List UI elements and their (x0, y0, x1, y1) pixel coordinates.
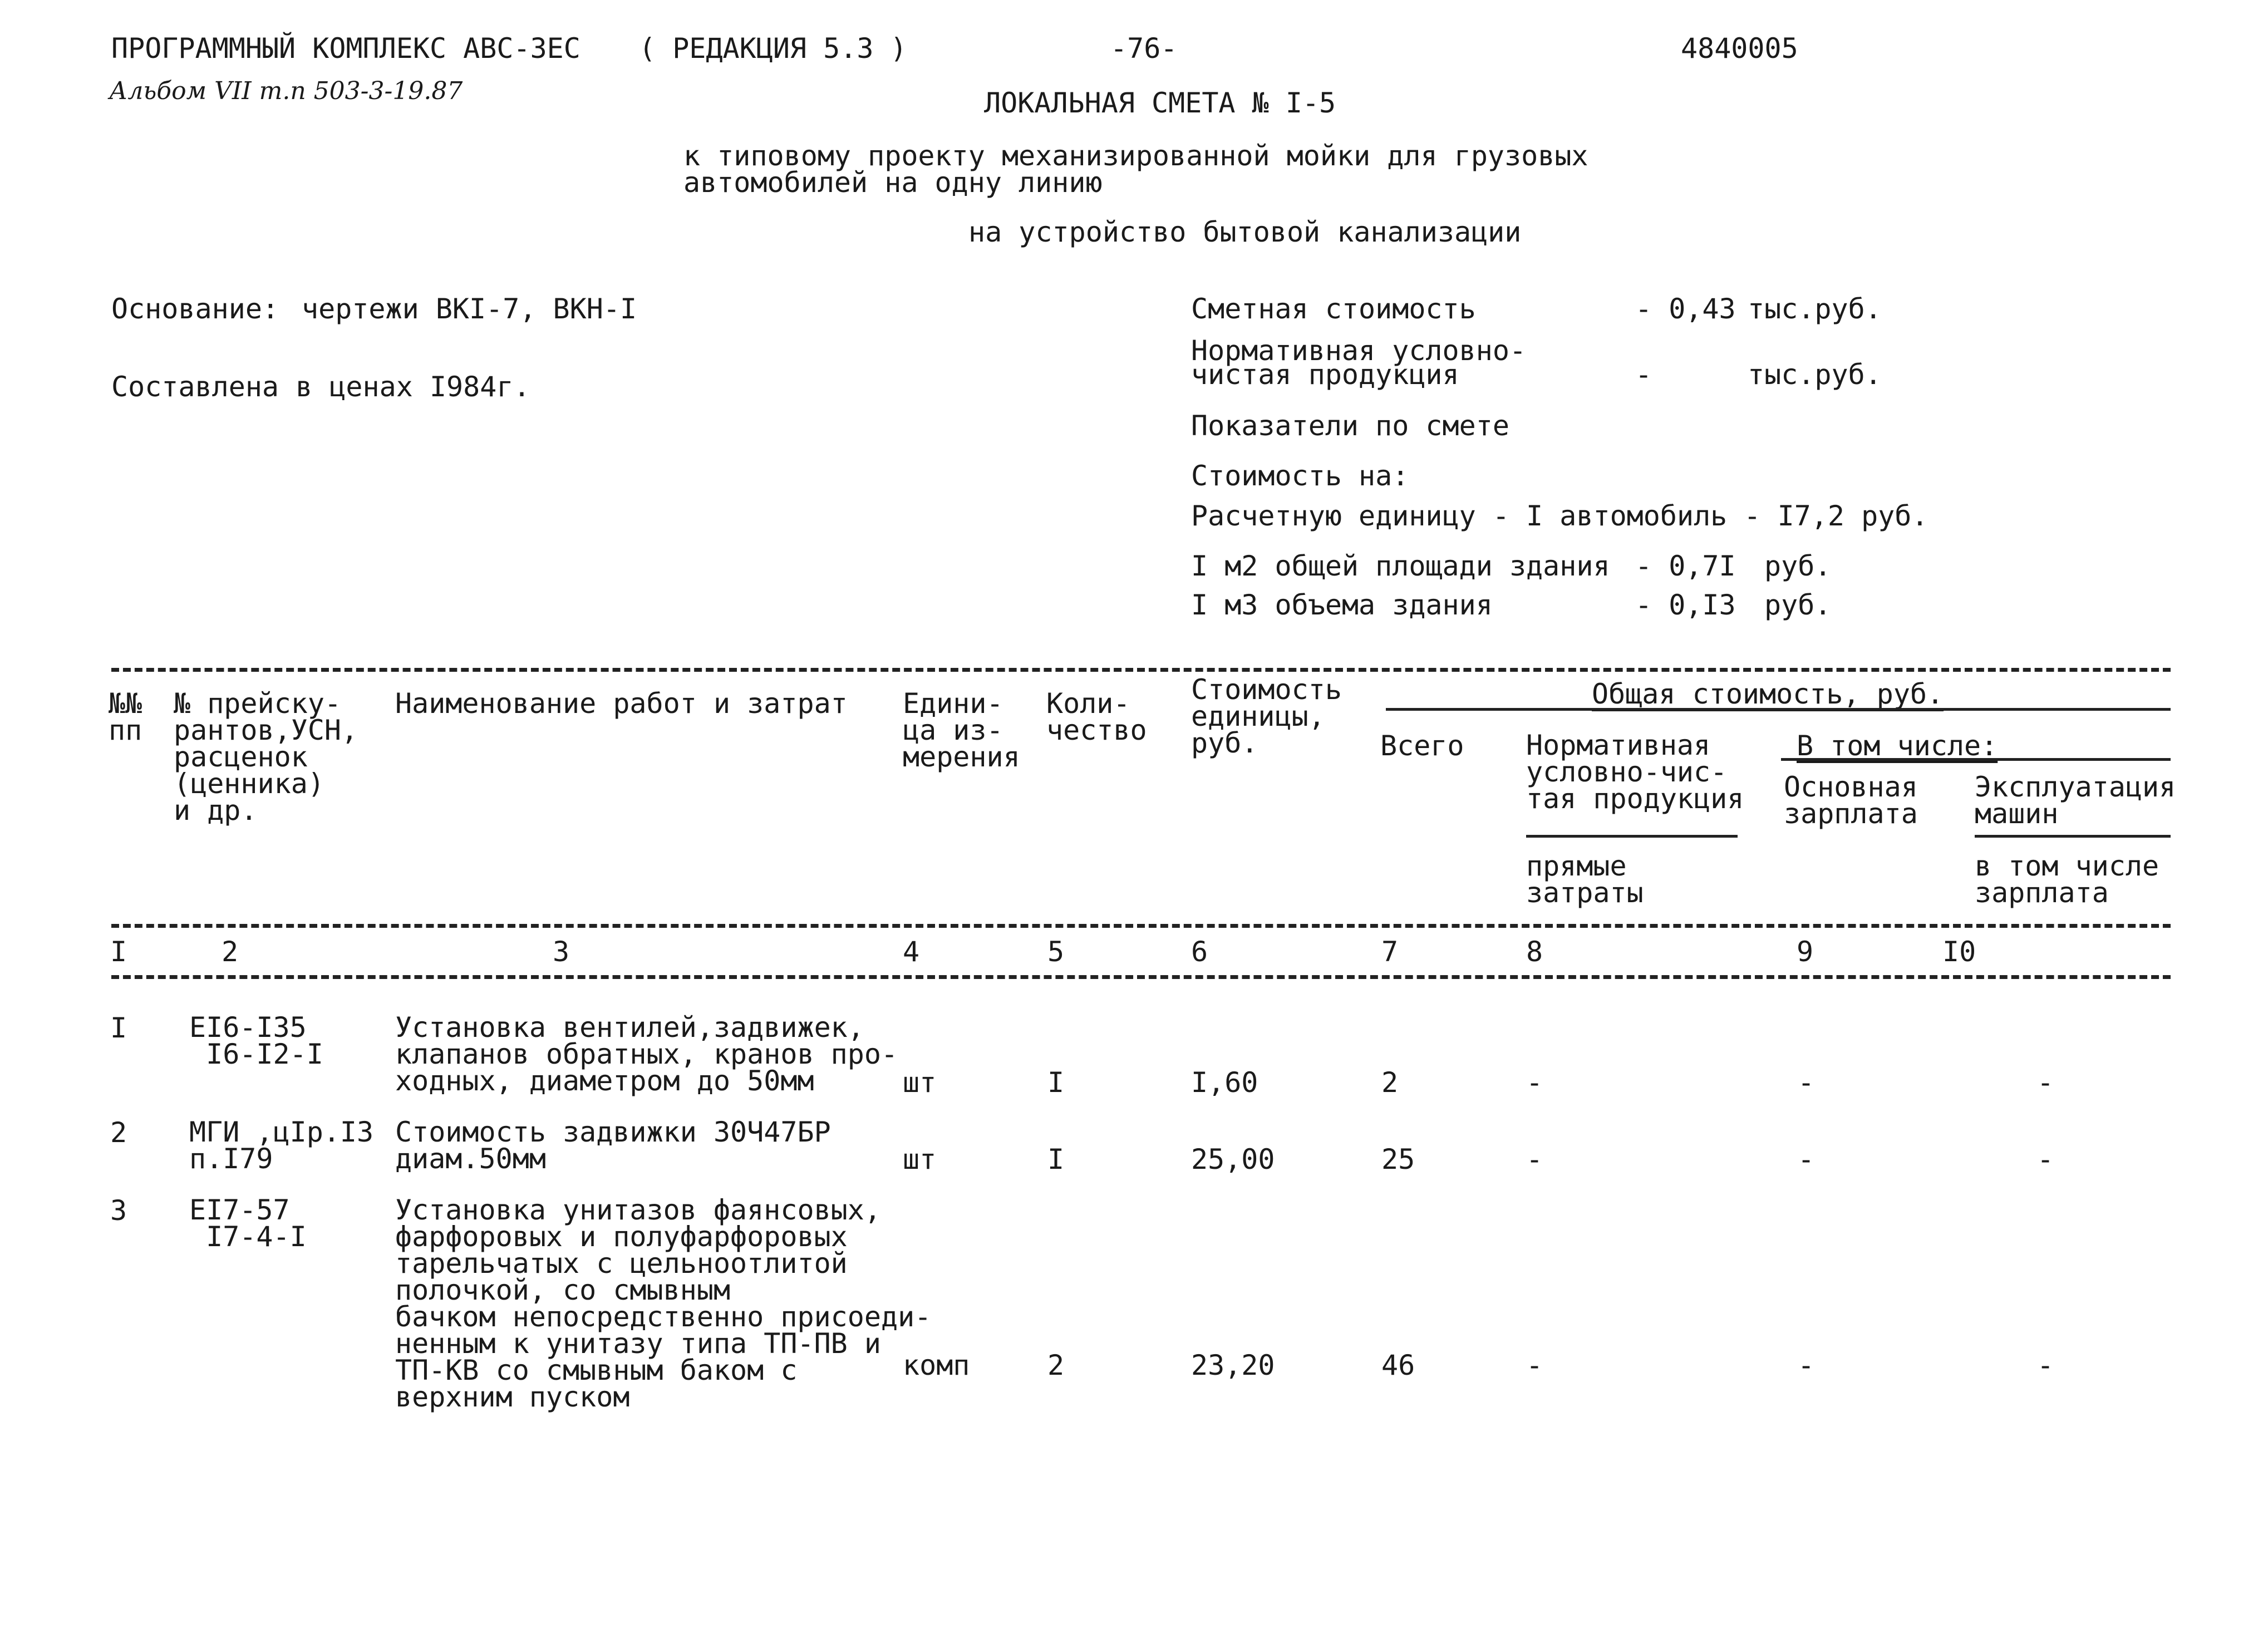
row-machines: - (2037, 1143, 2054, 1175)
row-machines: - (2037, 1066, 2054, 1099)
estimated-cost-label: Сметная стоимость (1191, 293, 1476, 325)
subtitle-line-1: к типовому проекту механизированной мойки для грузовых (683, 140, 1588, 172)
estimate-title: ЛОКАЛЬНАЯ СМЕТА № I-5 (984, 87, 1336, 119)
row-basic-salary: - (1798, 1066, 1815, 1099)
row-work-name: Установка унитазов фаянсовых, фарфоровых и полуфарфоровых тарельчатых с цельноотлитой полочкой, со смывным бачком непосредственно присоеди- ненным к унитазу типа ТП-ПВ и ТП-КВ со смывным баком с верхним пуском (395, 1194, 932, 1413)
subtitle-line-2: автомобилей на одну линию (683, 166, 1103, 199)
col-number-10: I0 (1942, 936, 1976, 968)
header-in-that: В том числе: (1797, 730, 1998, 762)
calc-unit-cost: Расчетную единицу - I автомобиль - I7,2 руб. (1191, 500, 1928, 532)
estimated-cost-value: - 0,43 (1635, 293, 1736, 325)
header-normative: Нормативная условно-чис- тая продукция (1526, 729, 1744, 815)
col-number-8: 8 (1526, 936, 1543, 968)
header-price-list: № прейску- рантов,УСН, расценок (ценника) и др. (174, 687, 358, 827)
row-basic-salary: - (1798, 1349, 1815, 1381)
row-work-name: Стоимость задвижки 30Ч47БР диам.50мм (395, 1116, 831, 1175)
header-quantity: Коли- чество (1046, 687, 1147, 746)
normative-unit: тыс.руб. (1748, 358, 1882, 391)
header-unit: Едини- ца из- мерения (903, 687, 1020, 773)
estimate-purpose: на устройство бытовой канализации (968, 216, 1522, 248)
header-work-name: Наименование работ и затрат (395, 687, 848, 720)
header-total: Всего (1380, 730, 1464, 762)
row-unit: комп (903, 1349, 970, 1381)
header-machines-salary: в том числе зарплата (1975, 850, 2159, 909)
header-machines: Эксплуатация машин (1975, 771, 2176, 830)
prices-note: Составлена в ценах I984г. (111, 371, 530, 403)
document-code: 4840005 (1681, 32, 1798, 65)
area-cost-unit: руб. (1764, 550, 1832, 582)
normative-label-1: Нормативная условно- (1191, 334, 1527, 367)
row-unit-cost: 25,00 (1191, 1143, 1275, 1175)
general-cost-rule (1386, 708, 2171, 711)
header-general-cost: Общая стоимость, руб. (1592, 678, 1944, 710)
col-number-7: 7 (1381, 936, 1399, 968)
numbers-bottom-divider (111, 975, 2171, 979)
row-unit: шт (903, 1143, 937, 1175)
row-total: 46 (1381, 1349, 1415, 1381)
row-quantity: I (1047, 1143, 1065, 1175)
row-total: 25 (1381, 1143, 1415, 1175)
row-number: 2 (110, 1116, 127, 1149)
row-normative: - (1526, 1066, 1543, 1099)
volume-cost-unit: руб. (1764, 589, 1832, 621)
row-quantity: 2 (1047, 1349, 1065, 1381)
col-number-4: 4 (903, 936, 920, 968)
header-bottom-divider (111, 924, 2171, 928)
volume-cost-label: I м3 объема здания (1191, 589, 1493, 621)
row-unit: шт (903, 1066, 937, 1099)
indicators-label: Показатели по смете (1191, 410, 1509, 442)
volume-cost-value: - 0,I3 (1635, 589, 1736, 621)
row-price-code: МГИ ,цIр.I3 п.I79 (189, 1116, 374, 1175)
page-number: -76- (1110, 32, 1178, 65)
normative-rule (1526, 835, 1738, 838)
table-top-divider (111, 668, 2171, 672)
in-that-rule (1781, 758, 2171, 761)
col-number-1: I (110, 936, 127, 968)
col-number-9: 9 (1797, 936, 1814, 968)
cost-on-label: Стоимость на: (1191, 460, 1409, 492)
col-number-6: 6 (1191, 936, 1208, 968)
header-unit-cost: Стоимость единицы, руб. (1191, 673, 1342, 759)
header-basic-salary: Основная зарплата (1784, 771, 1918, 830)
normative-value: - (1635, 358, 1652, 391)
row-machines: - (2037, 1349, 2054, 1381)
col-number-2: 2 (222, 936, 239, 968)
header-item-number: №№ пп (109, 687, 142, 746)
row-normative: - (1526, 1349, 1543, 1381)
col-number-3: 3 (553, 936, 570, 968)
row-unit-cost: I,60 (1191, 1066, 1258, 1099)
area-cost-label: I м2 общей площади здания (1191, 550, 1610, 582)
normative-label-2: чистая продукция (1191, 358, 1459, 391)
edition-label: ( РЕДАКЦИЯ 5.3 ) (639, 32, 907, 65)
row-number: I (110, 1012, 127, 1044)
basis-label: Основание: (111, 293, 279, 325)
row-price-code: EI6-I35 I6-I2-I (189, 1011, 323, 1070)
row-price-code: EI7-57 I7-4-I (189, 1194, 307, 1253)
row-total: 2 (1381, 1066, 1399, 1099)
row-work-name: Установка вентилей,задвижек, клапанов обратных, кранов про- ходных, диаметром до 50мм (395, 1011, 898, 1097)
row-normative: - (1526, 1143, 1543, 1175)
machines-rule (1975, 835, 2171, 838)
basis-value: чертежи ВКI-7, ВКН-I (302, 293, 637, 325)
row-basic-salary: - (1798, 1143, 1815, 1175)
album-handwritten-note: Альбом VII т.п 503-3-19.87 (109, 77, 463, 105)
header-direct-costs: прямые затраты (1526, 850, 1644, 909)
row-number: 3 (110, 1194, 127, 1227)
estimated-cost-unit: тыс.руб. (1748, 293, 1882, 325)
row-quantity: I (1047, 1066, 1065, 1099)
area-cost-value: - 0,7I (1635, 550, 1736, 582)
col-number-5: 5 (1047, 936, 1065, 968)
program-name: ПРОГРАММНЫЙ КОМПЛЕКС АВС-ЗЕС (111, 32, 580, 65)
row-unit-cost: 23,20 (1191, 1349, 1275, 1381)
